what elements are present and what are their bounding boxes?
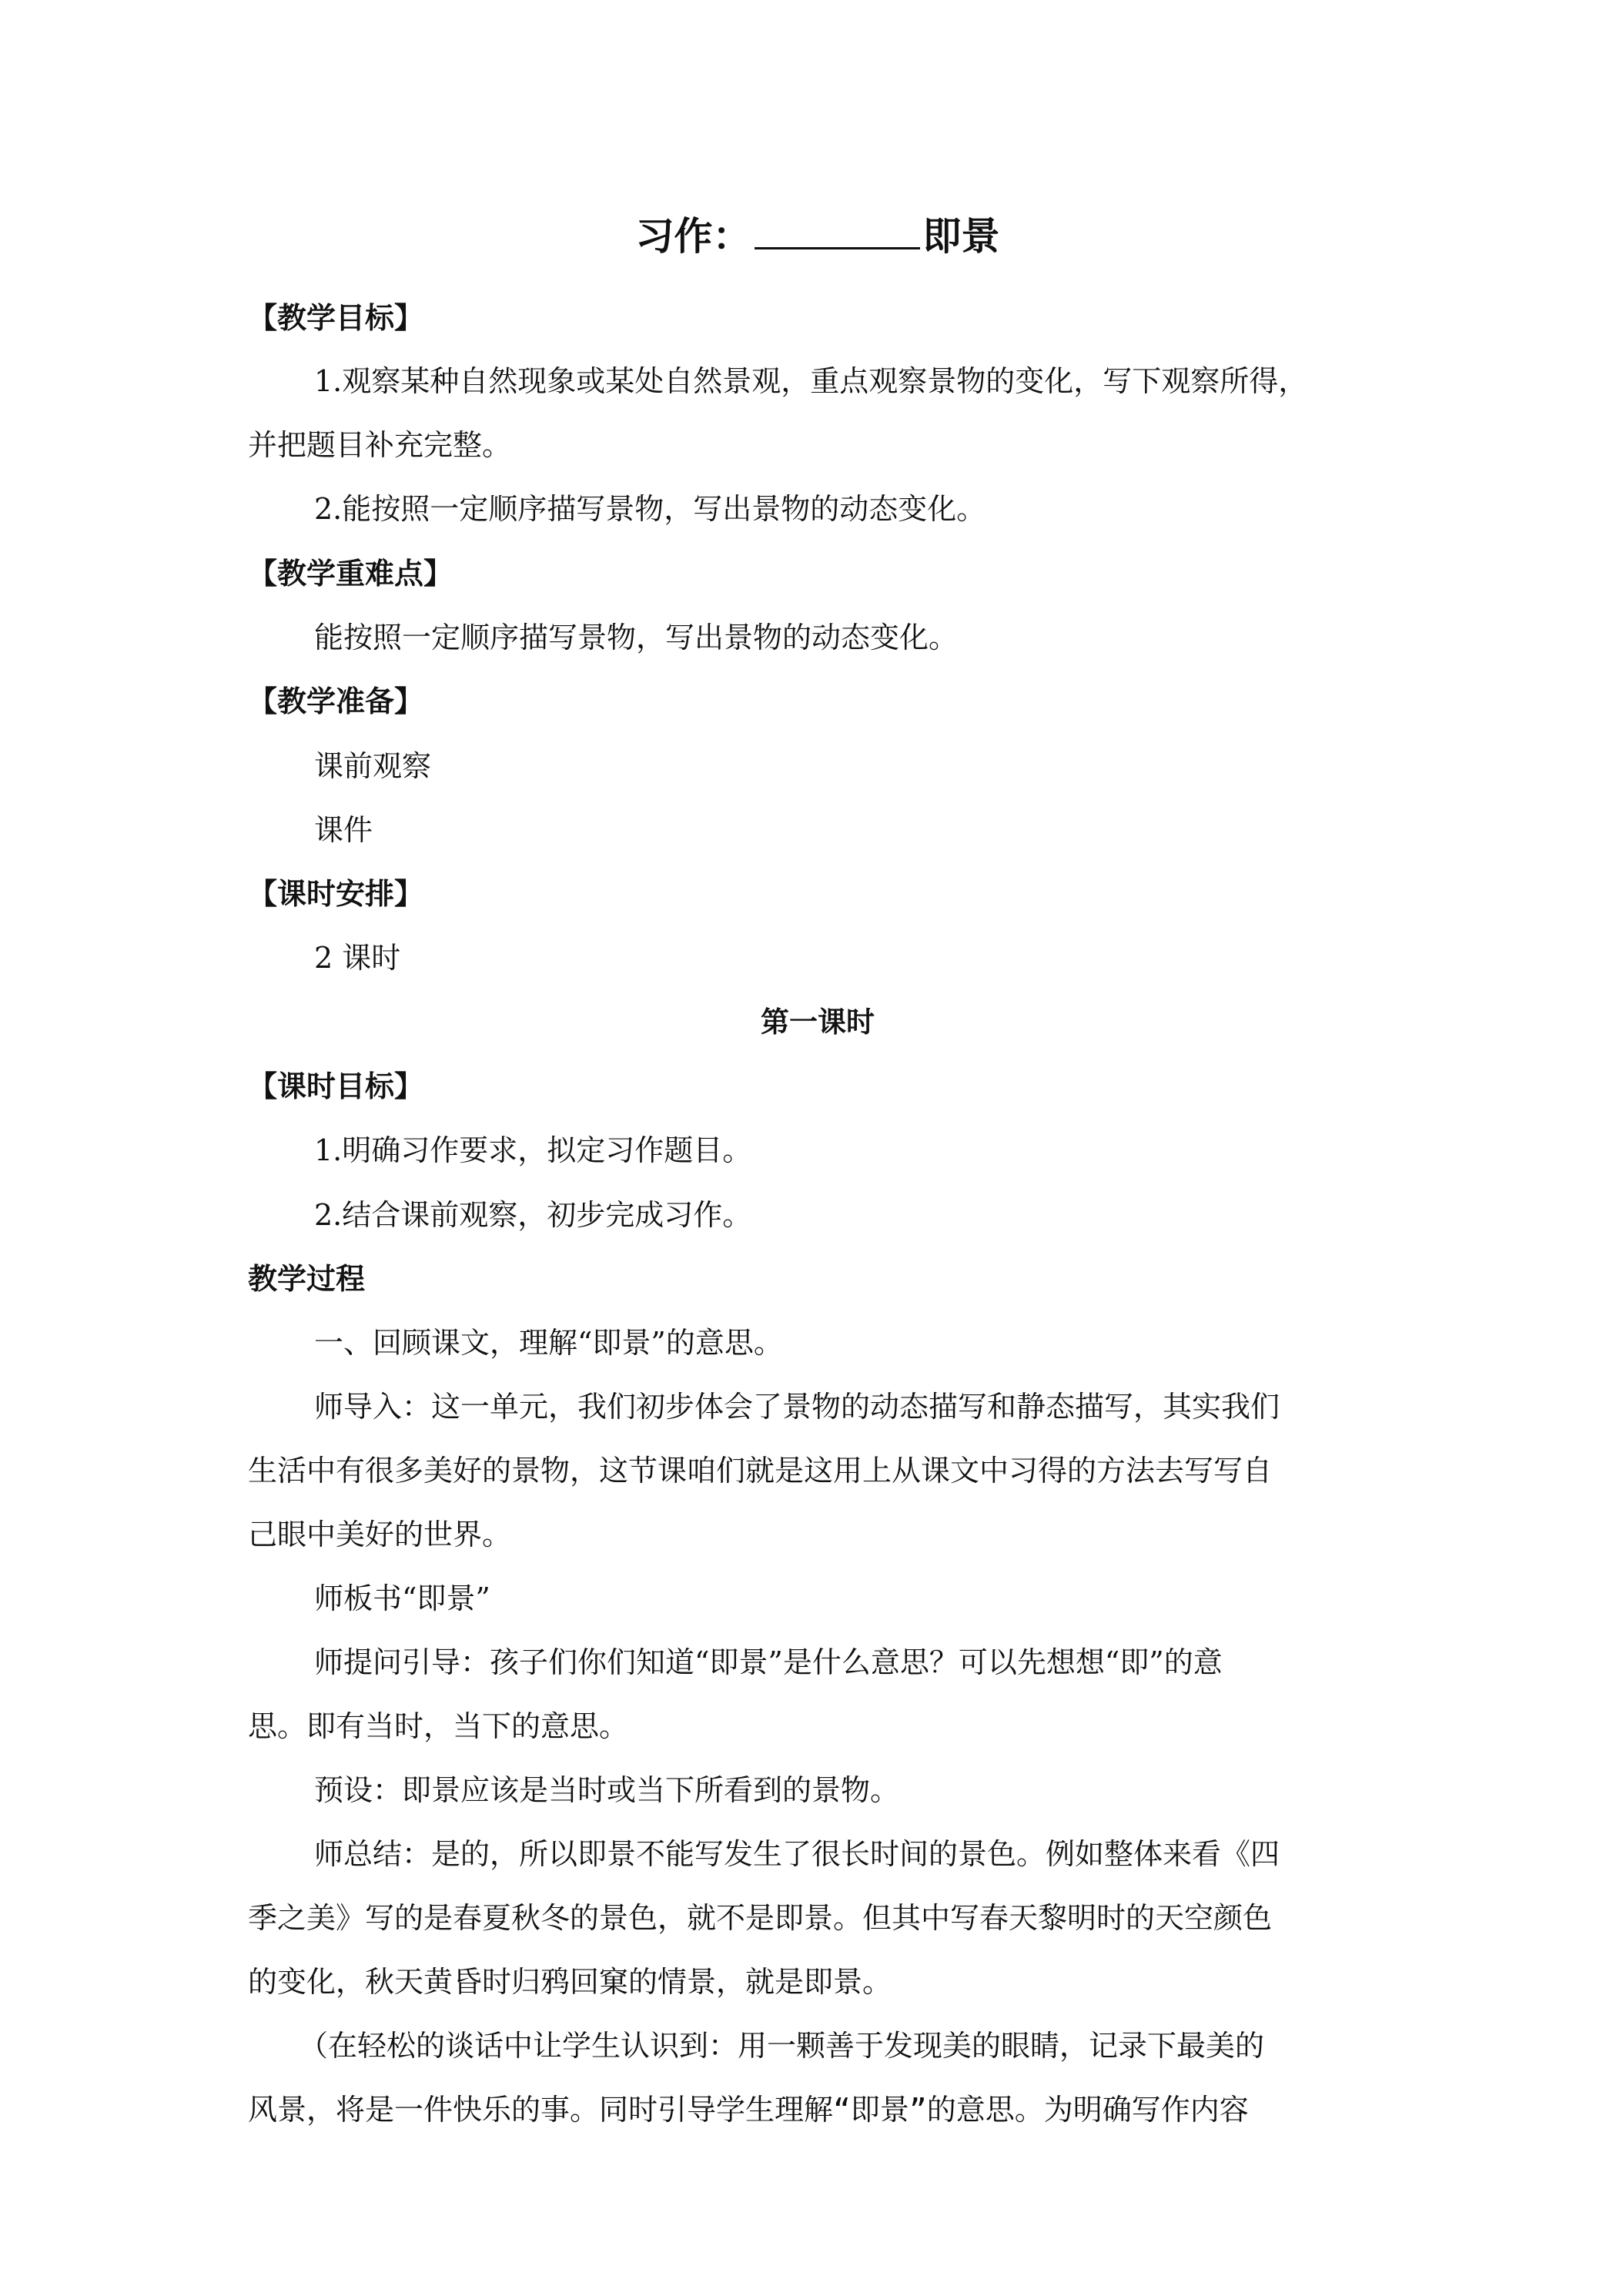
goal1-line2: 并把题目补充完整。 (248, 428, 512, 462)
title-prefix: 习作： (635, 214, 751, 259)
summary-line-2: 季之美》写的是春夏秋冬的景色，就不是即景。但其中写春天黎明时的天空颜色 (248, 1901, 1273, 1935)
key-heading: 【教学重难点】 (248, 557, 453, 591)
prep-item-2: 课件 (314, 813, 373, 847)
title-blank (755, 210, 920, 249)
lesson-goal-2: 2.结合课前观察，初步完成习作。 (314, 1198, 752, 1232)
lesson1-title: 第一课时 (761, 1006, 875, 1039)
summary-line-1: 师总结：是的，所以即景不能写发生了很长时间的景色。例如整体来看《四 (314, 1837, 1280, 1871)
goals-heading: 【教学目标】 (248, 301, 424, 335)
goal1-line1: 1.观察某种自然现象或某处自然景观，重点观察景物的变化，写下观察所得， (314, 364, 1308, 398)
board-note: 师板书“即景” (314, 1581, 490, 1615)
lesson-goal-1: 1.明确习作要求，拟定习作题目。 (314, 1133, 752, 1167)
question-line-2: 思。即有当时，当下的意思。 (248, 1709, 629, 1743)
intro-line-3: 己眼中美好的世界。 (248, 1518, 512, 1551)
page-title (248, 209, 1387, 263)
preset: 预设：即景应该是当时或当下所看到的景物。 (314, 1773, 900, 1807)
key-text: 能按照一定顺序描写景物，写出景物的动态变化。 (314, 621, 959, 654)
process-heading: 教学过程 (248, 1262, 366, 1296)
note-line-2: 风景，将是一件快乐的事。同时引导学生理解“即景”的意思。为明确写作内容 (248, 2093, 1249, 2127)
goal2: 2.能按照一定顺序描写景物，写出景物的动态变化。 (314, 492, 986, 526)
intro-line-1: 师导入：这一单元，我们初步体会了景物的动态描写和静态描写，其实我们 (314, 1390, 1280, 1424)
question-line-1: 师提问引导：孩子们你们知道“即景”是什么意思？可以先想想“即”的意 (314, 1645, 1223, 1679)
note-line-1: （在轻松的谈话中让学生认识到：用一颗善于发现美的眼睛，记录下最美的 (299, 2029, 1265, 2063)
prep-item-1: 课前观察 (314, 749, 432, 783)
step-1: 一、回顾课文，理解“即景”的意思。 (314, 1326, 783, 1360)
summary-line-3: 的变化，秋天黄昏时归鸦回窠的情景，就是即景。 (248, 1965, 892, 1999)
intro-line-2: 生活中有很多美好的景物，这节课咱们就是这用上从课文中习得的方法去写写自 (248, 1454, 1273, 1488)
schedule-text: 2 课时 (314, 941, 401, 975)
schedule-heading: 【课时安排】 (248, 877, 424, 911)
title-suffix: 即景 (922, 214, 1000, 259)
prep-heading: 【教学准备】 (248, 684, 424, 718)
lesson-goals-heading: 【课时目标】 (248, 1069, 424, 1103)
